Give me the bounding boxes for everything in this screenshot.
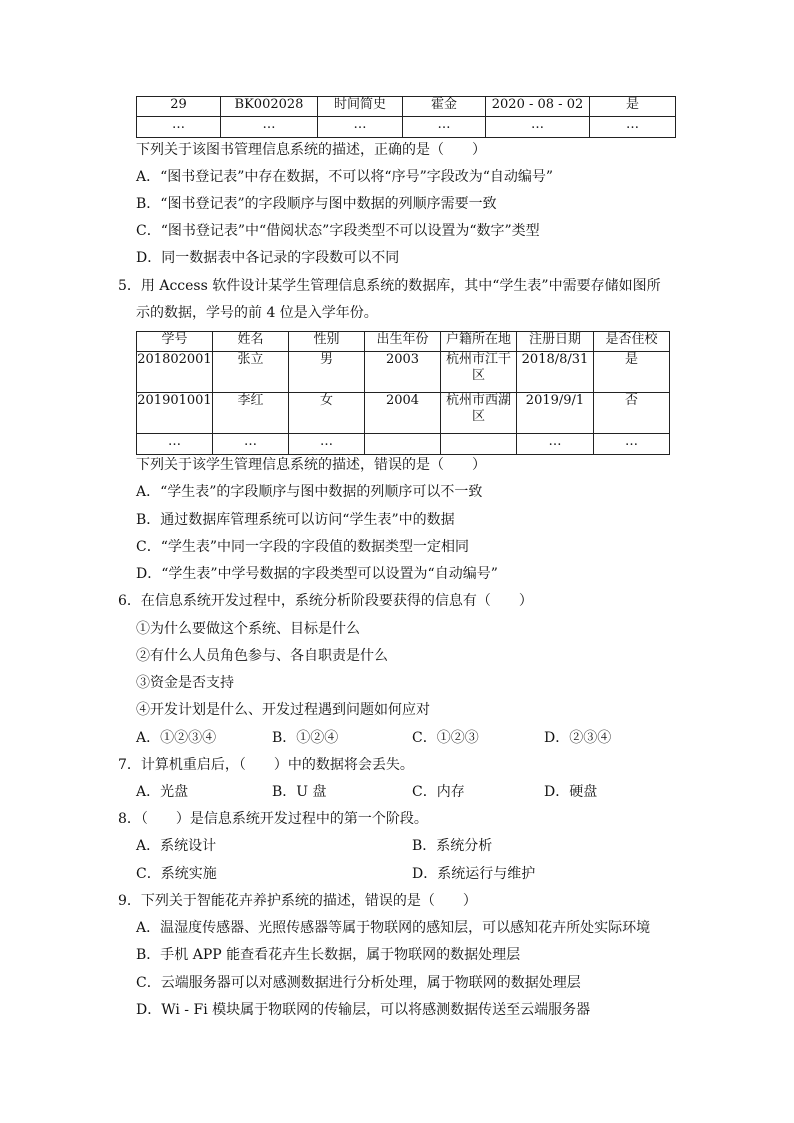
- q6-options: [136, 729, 656, 747]
- q6-item-1: ①为什么要做这个系统、目标是什么: [136, 621, 360, 637]
- q8-options-row2: [136, 865, 656, 883]
- q6-item-4: ④开发计划是什么、开发过程遇到问题如何应对: [136, 702, 430, 718]
- q6-option-b: B．①②④: [272, 730, 339, 746]
- table-cell: BK002028: [221, 97, 318, 117]
- q6-option-d: D．②③④: [544, 730, 612, 746]
- book-table: [136, 96, 676, 138]
- q8-option-b: B．系统分析: [412, 838, 493, 854]
- q4-option-b: B．“图书登记表”的字段顺序与图中数据的列顺序需要一致: [136, 196, 497, 212]
- table-cell: 女: [289, 393, 365, 434]
- table-cell: 男: [289, 352, 365, 393]
- table-cell: 时间简史: [318, 97, 403, 117]
- table-cell: …: [517, 434, 594, 455]
- table-header-cell: 户籍所在地: [441, 332, 517, 352]
- table-header-cell: 是否住校: [594, 332, 670, 352]
- q9-option-a: A．温湿度传感器、光照传感器等属于物联网的感知层，可以感知花卉所处实际环境: [136, 920, 651, 936]
- table-cell: 霍金: [403, 97, 486, 117]
- table-cell: …: [289, 434, 365, 455]
- student-table: [136, 331, 670, 455]
- q4-stem: 下列关于该图书管理信息系统的描述，正确的是（ ）: [136, 142, 486, 158]
- table-cell: 是: [590, 97, 676, 117]
- table-cell: …: [590, 117, 676, 138]
- q4-option-a: A．“图书登记表”中存在数据，不可以将“序号”字段改为“自动编号”: [136, 169, 554, 185]
- table-cell: 201802001: [137, 352, 213, 393]
- table-cell: …: [221, 117, 318, 138]
- table-row: [137, 352, 670, 393]
- table-row: [137, 97, 676, 117]
- q4-option-d: D．同一数据表中各记录的字段数可以不同: [136, 250, 400, 266]
- table-cell: …: [486, 117, 590, 138]
- q4-option-c: C．“图书登记表”中“借阅状态”字段类型不可以设置为“数字”类型: [136, 223, 540, 239]
- table-cell: [441, 434, 517, 455]
- table-cell: 2020 - 08 - 02: [486, 97, 590, 117]
- q8-stem: 8．（ ）是信息系统开发过程中的第一个阶段。: [118, 811, 428, 827]
- table-cell: 201901001: [137, 393, 213, 434]
- table-cell: 杭州市西湖 区: [441, 393, 517, 434]
- q5-option-d: D．“学生表”中学号数据的字段类型可以设置为“自动编号”: [136, 566, 498, 582]
- table-cell: …: [594, 434, 670, 455]
- table-row: [137, 434, 670, 455]
- table-row: [137, 393, 670, 434]
- q5-option-a: A．“学生表”的字段顺序与图中数据的列顺序可以不一致: [136, 484, 483, 500]
- q7-option-d: D．硬盘: [544, 784, 598, 800]
- table-cell: …: [403, 117, 486, 138]
- q7-stem: 7．计算机重启后，（ ）中的数据将会丢失。: [118, 757, 414, 773]
- q5-option-b: B．通过数据库管理系统可以访问“学生表”中的数据: [136, 512, 455, 528]
- q9-option-b: B．手机 APP 能查看花卉生长数据，属于物联网的数据处理层: [136, 947, 521, 963]
- table-cell: 2018/8/31: [517, 352, 594, 393]
- q8-option-c: C．系统实施: [136, 866, 217, 882]
- q8-option-a: A．系统设计: [136, 838, 217, 854]
- table-row: [137, 117, 676, 138]
- q7-option-c: C．内存: [412, 784, 465, 800]
- table-cell: 是: [594, 352, 670, 393]
- q6-item-3: ③资金是否支持: [136, 675, 234, 691]
- table-cell: 杭州市江干 区: [441, 352, 517, 393]
- q5-stem-line2: 示的数据，学号的前 4 位是入学年份。: [136, 305, 378, 321]
- table-cell: 29: [137, 97, 221, 117]
- table-header-row: [137, 332, 670, 352]
- q8-option-d: D．系统运行与维护: [412, 866, 536, 882]
- table-header-cell: 出生年份: [365, 332, 441, 352]
- q6-option-c: C．①②③: [412, 730, 479, 746]
- q9-stem: 9．下列关于智能花卉养护系统的描述，错误的是（ ）: [118, 893, 477, 909]
- q5-question: 下列关于该学生管理信息系统的描述，错误的是（ ）: [136, 457, 486, 473]
- q7-option-a: A．光盘: [136, 784, 189, 800]
- table-cell: …: [318, 117, 403, 138]
- q6-stem: 6．在信息系统开发过程中，系统分析阶段要获得的信息有（ ）: [118, 593, 533, 609]
- q7-options: [136, 783, 656, 801]
- table-cell: …: [137, 117, 221, 138]
- table-cell: …: [137, 434, 213, 455]
- table-cell: 李红: [213, 393, 289, 434]
- table-header-cell: 学号: [137, 332, 213, 352]
- table-cell: 2004: [365, 393, 441, 434]
- q9-option-d: D．Wi - Fi 模块属于物联网的传输层，可以将感测数据传送至云端服务器: [136, 1002, 591, 1018]
- q5-stem-line1: 5．用 Access 软件设计某学生管理信息系统的数据库，其中“学生表”中需要存储如图所: [118, 278, 661, 294]
- table-header-cell: 姓名: [213, 332, 289, 352]
- table-cell: 否: [594, 393, 670, 434]
- table-cell: …: [213, 434, 289, 455]
- q7-option-b: B．U 盘: [272, 784, 327, 800]
- q5-option-c: C．“学生表”中同一字段的字段值的数据类型一定相同: [136, 539, 470, 555]
- q6-item-2: ②有什么人员角色参与、各自职责是什么: [136, 648, 388, 664]
- q8-options-row1: [136, 837, 656, 855]
- table-header-cell: 注册日期: [517, 332, 594, 352]
- q6-option-a: A．①②③④: [136, 730, 217, 746]
- q9-option-c: C．云端服务器可以对感测数据进行分析处理，属于物联网的数据处理层: [136, 975, 581, 991]
- table-cell: 张立: [213, 352, 289, 393]
- table-cell: 2003: [365, 352, 441, 393]
- table-cell: 2019/9/1: [517, 393, 594, 434]
- table-header-cell: 性别: [289, 332, 365, 352]
- table-cell: [365, 434, 441, 455]
